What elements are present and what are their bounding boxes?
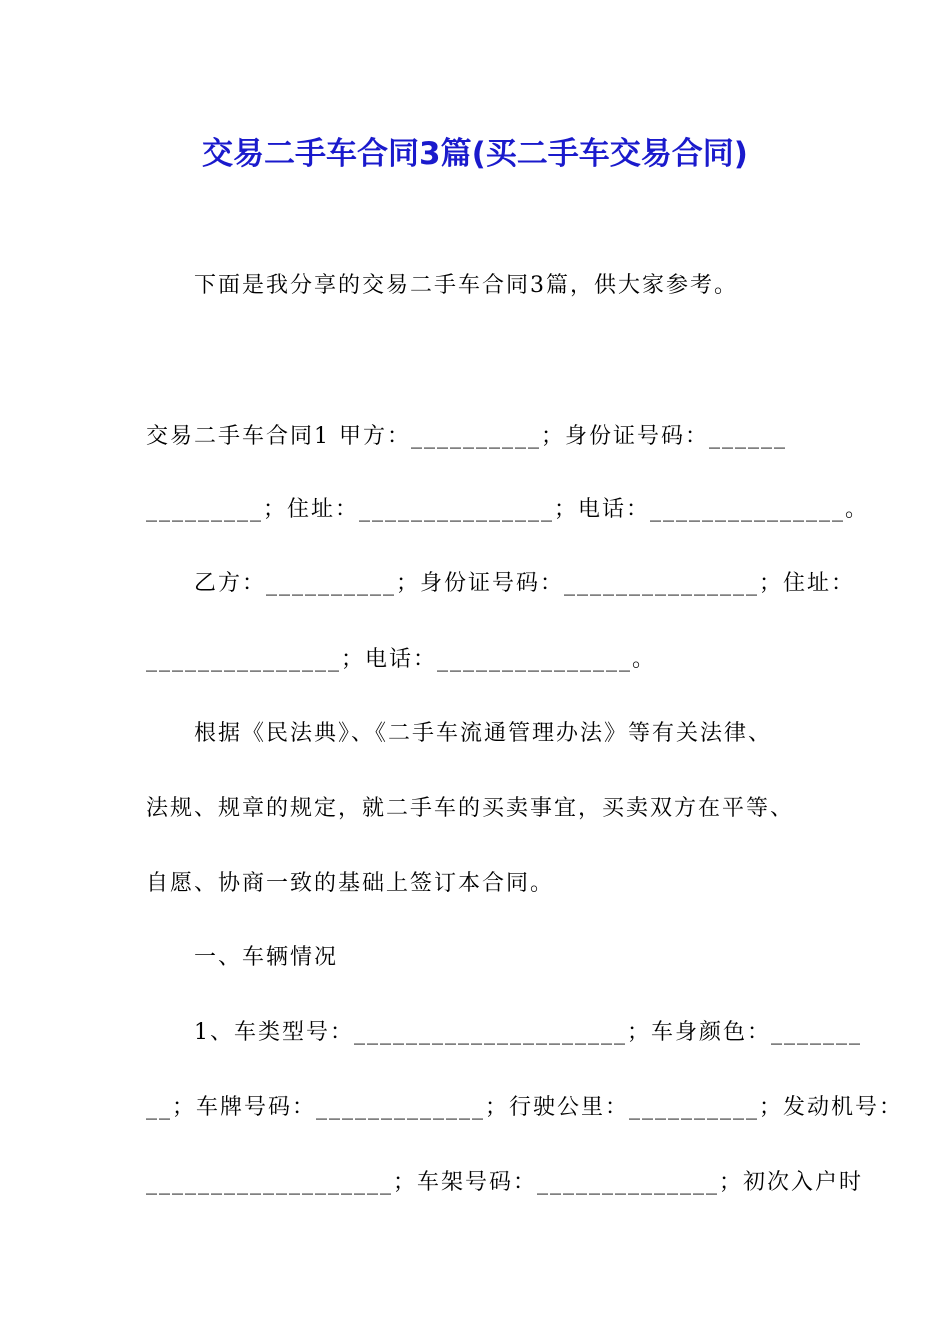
party-a-line-1: 交易二手车合同1 甲方：__________；身份证号码：______: [146, 424, 787, 449]
legal-basis-line-1: 根据《民法典》、《二手车流通管理办法》等有关法律、: [194, 721, 773, 746]
document-title: 交易二手车合同3篇(买二手车交易合同): [202, 136, 748, 172]
vehicle-info-line-1: 1、车类型号：_____________________；车身颜色：_______: [194, 1020, 862, 1045]
legal-basis-line-2: 法规、规章的规定，就二手车的买卖事宜，买卖双方在平等、: [146, 796, 795, 821]
party-b-line-1: 乙方：__________；身份证号码：_______________；住址：: [194, 571, 856, 596]
party-a-line-2: _________；住址：_______________；电话：_______________。: [146, 497, 870, 522]
vehicle-info-line-3: ___________________；车架号码：______________；初次入户时: [146, 1170, 864, 1195]
vehicle-info-line-2: __；车牌号码：_____________；行驶公里：__________；发动机号：: [146, 1095, 904, 1120]
legal-basis-line-3: 自愿、协商一致的基础上签订本合同。: [146, 871, 555, 896]
party-b-line-2: _______________；电话：_______________。: [146, 647, 657, 672]
intro-paragraph: 下面是我分享的交易二手车合同3篇，供大家参考。: [194, 273, 738, 298]
section-heading-vehicle: 一、车辆情况: [194, 945, 339, 970]
